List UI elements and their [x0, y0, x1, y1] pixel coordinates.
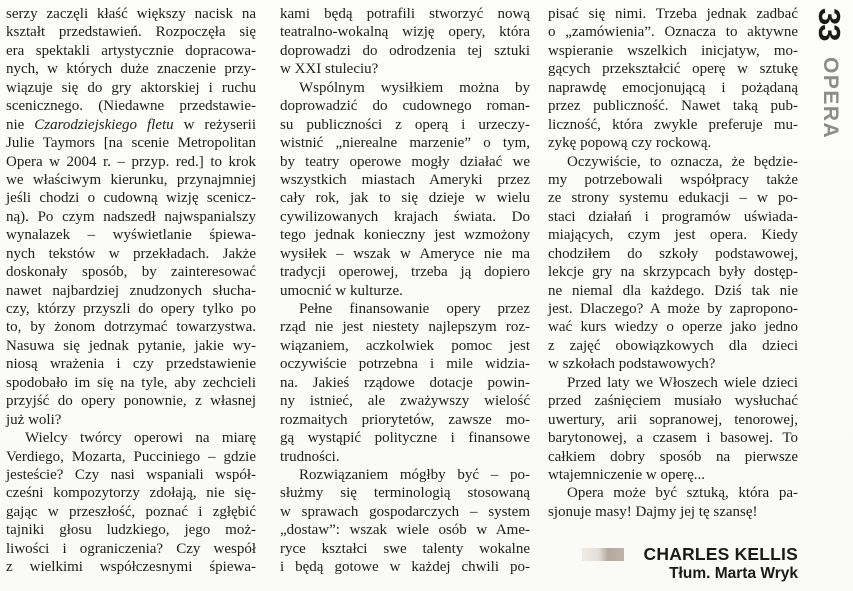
- paragraph: [280, 300, 530, 466]
- text-line: oczywiście potrzebna i mile widzia-: [280, 356, 530, 373]
- text-line: wynalazek – wyświetlanie śpiewa-: [6, 227, 256, 244]
- paragraph: [280, 79, 530, 300]
- text-line: Pełne finansowanie opery przez: [299, 301, 530, 317]
- text-line: Rozwiązaniem mógłby być – po-: [299, 466, 530, 483]
- text-line: tajniki głosu ludzkiego, jego moż-: [6, 522, 256, 539]
- text-line: i będą gotowe w każdej chwili po-: [280, 559, 530, 576]
- text-line: serzy zaczęli kłaść większy nacisk na: [6, 6, 256, 22]
- signature-row: [548, 545, 798, 563]
- text-line: z wielkimi współczesnymi śpiewa-: [6, 559, 256, 576]
- text-line: liczność, która zwykle preferuje mu-: [548, 116, 798, 133]
- text-line: tego jednak konieczny jest wzmożony: [280, 227, 530, 244]
- text-line: w sprawach gospodarczych – system: [280, 503, 530, 520]
- text-line: sjonuje masy! Dajmy jej tę szansę!: [548, 503, 758, 520]
- text-line: o „zamówienia”. Oznacza to aktywne: [548, 24, 798, 41]
- text-line: to, by żonom dotrzymać towarzystwa.: [6, 319, 256, 336]
- text-line: umocnić w kulturze.: [280, 282, 403, 299]
- paragraph: [548, 5, 798, 153]
- text-line: kształt przedstawień. Rozpoczęła się: [6, 24, 256, 41]
- text-line: ze strony systemu edukacji – w po-: [548, 190, 798, 207]
- gradient-marker-box: [582, 548, 624, 561]
- text-line: gając w przeszłość, poznać i zgłębić: [6, 503, 256, 520]
- text-line: w szkołach podstawowych?: [548, 356, 716, 373]
- text-line: era spektakli artystycznie dopracowa-: [6, 42, 256, 59]
- paragraph: [6, 5, 256, 429]
- text-line: ryce kształci swe talenty wokalne: [280, 540, 530, 557]
- text-line: rząd nie jest niestety najlepszym roz-: [280, 319, 530, 336]
- text-line: Opera może być sztuką, która pa-: [567, 485, 798, 502]
- text-line: wiązaniem, aczkolwiek pomoc jest: [280, 337, 530, 354]
- text-line: jesteście? Czy nasi wspaniali współ-: [6, 466, 256, 483]
- text-line: nawet najbardziej znudzonych słucha-: [6, 282, 256, 299]
- text-line: uwertury, arii sopranowej, tenorowej,: [548, 411, 798, 428]
- text-line: miających, czym jest opera. Kiedy: [548, 227, 798, 244]
- text-line: Opera w 2004 r. – przyp. red.] to krok: [6, 153, 256, 170]
- text-line: su publiczności z operą i urzeczy-: [280, 116, 530, 133]
- text-line: zykę popową czy rockową.: [548, 135, 712, 152]
- text-line: liwości i ograniczenia? Czy wespół: [6, 540, 256, 557]
- translator-credit: Tłum. Marta Wryk: [669, 564, 798, 582]
- text-line: barytonowej, a czasem i basowej. To: [548, 430, 798, 447]
- text-line: nie Czarodziejskiego fletu w reżyserii: [6, 116, 257, 133]
- text-line: niosą wrażenia i czy przedstawienie: [6, 356, 256, 373]
- text-line: spodobało im się na tyle, aby zechcieli: [6, 374, 256, 391]
- text-line: „dostaw”: wszak wiele osób w Ame-: [280, 522, 530, 539]
- text-line: przed zaśnięciem musiało wysłuchać: [548, 393, 798, 410]
- text-line: wtajemniczenie w operę...: [548, 466, 706, 483]
- text-line: w XXI stuleciu?: [280, 61, 379, 78]
- author-name: CHARLES KELLIS: [643, 544, 798, 565]
- text-line: tradycji operowej, trzeba ją dopiero: [280, 264, 530, 281]
- paragraph: [548, 484, 798, 521]
- text-line: Verdiego, Mozarta, Pucciniego – gdzie: [6, 448, 256, 465]
- text-line: ny istnieć, ale zważywszy wielość: [280, 393, 530, 410]
- text-column-2: [280, 5, 530, 577]
- text-line: nych tekstów w przekładach. Jakże: [6, 245, 256, 262]
- text-line: doprowadzi do odrodzenia tej sztuki: [280, 42, 530, 59]
- text-line: czy, którzy przyszli do opery tylko po: [6, 301, 256, 317]
- text-line: cywilizowanych krajach świata. Do: [280, 208, 530, 225]
- text-line: doprowadzić do cudownego roman-: [280, 98, 530, 115]
- text-line: lekcje gry na skrzypcach były dostęp-: [548, 264, 798, 281]
- text-line: staci działań i programów uświada-: [548, 208, 798, 225]
- text-line: wać kurs wiedzy o operze jako jedno: [548, 319, 798, 336]
- text-line: scenicznego. (Niedawne przedstawie-: [6, 98, 256, 115]
- text-line: ną). Po czym nadszedł najwspanialszy: [6, 208, 256, 225]
- text-line: przez publiczność. Nawet taką pub-: [548, 98, 798, 115]
- text-line: wspieranie wszelkich inicjatyw, mo-: [548, 42, 798, 59]
- text-line: pisać się nimi. Trzeba jednak zadbać: [548, 6, 798, 22]
- text-line: trudności.: [280, 448, 340, 465]
- text-line: rozmaitych priorytetów, zawsze mo-: [280, 411, 530, 428]
- text-line: przyjść do opery ponownie, z własnej: [6, 393, 256, 410]
- text-column-3: [548, 5, 798, 583]
- paragraph: [280, 5, 530, 79]
- text-line: teatralno-wokalną wizję opery, która: [280, 24, 530, 41]
- text-line: na. Jakieś rządowe dotacje powin-: [280, 374, 530, 391]
- paragraph: [6, 429, 256, 577]
- text-line: całkiem dobry sposób na pierwsze: [548, 448, 798, 465]
- text-line: Julie Taymors [na scenie Metropolitan: [6, 135, 256, 152]
- text-line: nych, w których duże znaczenie przy-: [6, 61, 256, 78]
- text-line: wysiłek – wszak w Ameryce nie ma: [280, 245, 530, 262]
- text-line: by teatry operowe mogły działać we: [280, 153, 530, 170]
- paragraph: [280, 466, 530, 577]
- section-label: OPERA: [819, 57, 842, 140]
- text-line: jest. Dlaczego? A może by zapropono-: [548, 301, 798, 317]
- text-line: służmy się terminologią stosowaną: [280, 485, 530, 502]
- text-line: już woli?: [6, 411, 62, 428]
- text-line: z zajęć obowiązkowych dla dzieci: [548, 337, 798, 354]
- text-line: Nasuwa się jednak pytanie, jakie wy-: [6, 337, 256, 354]
- text-line: my potrzebowali współpracy także: [548, 171, 798, 188]
- page-number: 33: [812, 8, 847, 41]
- text-line: wistnić „nierealne marzenie” o tym,: [280, 135, 530, 152]
- text-line: Oczywiście, to oznacza, że będzie-: [567, 153, 798, 170]
- text-line: gą wystąpić polityczne i finansowe: [280, 430, 530, 447]
- right-margin: [801, 0, 853, 591]
- text-line: ne niemal dla każdego. Dziś tak nie: [548, 282, 798, 299]
- text-line: cały rok, jak to się dzieje w wielu: [280, 190, 530, 207]
- text-line: kami będą potrafili stworzyć nową: [280, 6, 530, 22]
- paragraph: [548, 374, 798, 485]
- text-line: wiązuje się do gry aktorskiej i ruchu: [6, 79, 256, 96]
- text-line: naprawdę emocjonującą i pożądaną: [548, 79, 798, 96]
- text-line: we właściwym kierunku, przynajmniej: [6, 171, 256, 188]
- text-line: gących przekształcić operę w sztukę: [548, 61, 798, 78]
- text-line: Wielcy twórcy operowi na miarę: [25, 430, 256, 447]
- text-line: Przed laty we Włoszech wiele dzieci: [567, 374, 798, 391]
- text-line: chodziłem do szkoły podstawowej,: [548, 245, 798, 262]
- text-line: wszystkich miastach Ameryki przez: [280, 171, 530, 188]
- text-line: jeśli chodzi o cudowną wizję scenicz-: [6, 190, 256, 207]
- text-column-1: [6, 5, 256, 577]
- text-line: cześni kompozytorzy zdołają, nie się-: [6, 485, 256, 502]
- text-line: doskonały sposób, by zainteresować: [6, 264, 256, 281]
- paragraph: [548, 153, 798, 374]
- signature-block: [548, 545, 798, 583]
- text-line: Wspólnym wysiłkiem można by: [299, 79, 530, 96]
